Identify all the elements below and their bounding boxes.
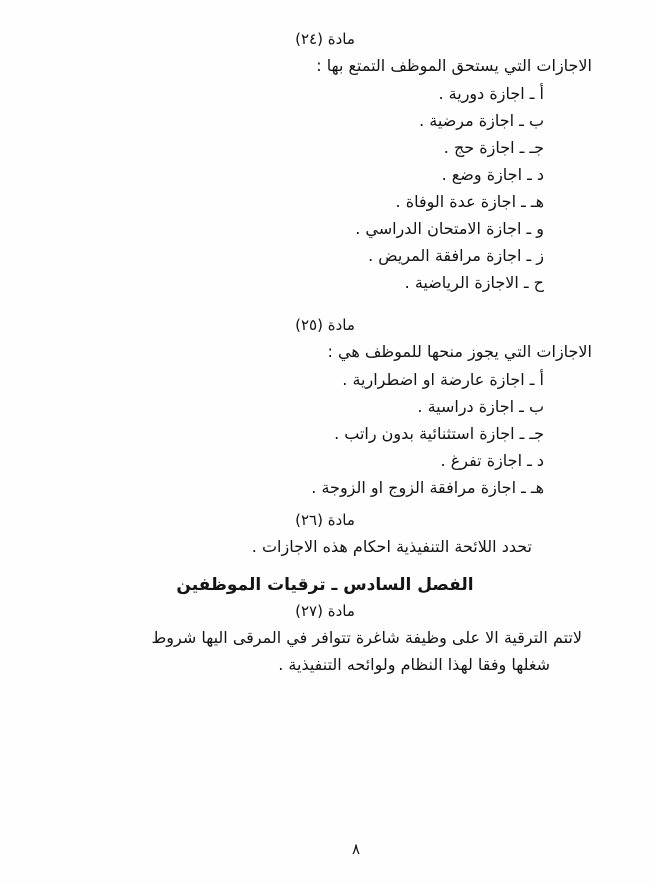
list-item: د ـ اجازة تفرغ . xyxy=(440,451,544,470)
article-25-header: مادة (٢٥) xyxy=(295,316,355,334)
list-item: ز ـ اجازة مرافقة المريض . xyxy=(368,246,544,265)
page-number: ٨ xyxy=(352,840,361,858)
article-24-section xyxy=(58,26,592,296)
article-24-header: مادة (٢٤) xyxy=(295,30,355,48)
list-item: أ ـ اجازة دورية . xyxy=(438,84,544,103)
list-item: جـ ـ اجازة حج . xyxy=(443,138,544,157)
article-25-intro: الاجازات التي يجوز منحها للموظف هي : xyxy=(327,342,592,361)
article-27-header: مادة (٢٧) xyxy=(295,602,355,620)
section-gap xyxy=(58,560,592,572)
article-27-section xyxy=(58,598,592,678)
chapter-six-heading: الفصل السادس ـ ترقيات الموظفين xyxy=(176,575,474,595)
article-26-header: مادة (٢٦) xyxy=(295,511,355,529)
list-item: هـ ـ اجازة عدة الوفاة . xyxy=(395,192,544,211)
article-24-leave-list xyxy=(58,80,592,296)
article-27-body-line: لاتتم الترقية الا على وظيفة شاغرة تتوافر في المرقى اليها شروط xyxy=(151,628,582,647)
list-item: د ـ اجازة وضع . xyxy=(441,165,544,184)
list-item: ح ـ الاجازة الرياضية . xyxy=(404,273,544,292)
article-26-body: تحدد اللائحة التنفيذية احكام هذه الاجازات . xyxy=(251,537,532,556)
list-item: ب ـ اجازة دراسية . xyxy=(417,397,544,416)
list-item: هـ ـ اجازة مرافقة الزوج او الزوجة . xyxy=(311,478,544,497)
article-26-section xyxy=(58,507,592,560)
article-25-leave-list xyxy=(58,366,592,501)
list-item: جـ ـ اجازة استثنائية بدون راتب . xyxy=(334,424,544,443)
list-item: ب ـ اجازة مرضية . xyxy=(419,111,544,130)
list-item: أ ـ اجازة عارضة او اضطرارية . xyxy=(342,370,544,389)
list-item: و ـ اجازة الامتحان الدراسي . xyxy=(355,219,544,238)
section-gap xyxy=(58,296,592,312)
article-25-section xyxy=(58,312,592,501)
article-24-intro: الاجازات التي يستحق الموظف التمتع بها : xyxy=(316,56,592,75)
article-27-body-line: شغلها وفقا لهذا النظام ولوائحه التنفيذية . xyxy=(278,655,550,674)
